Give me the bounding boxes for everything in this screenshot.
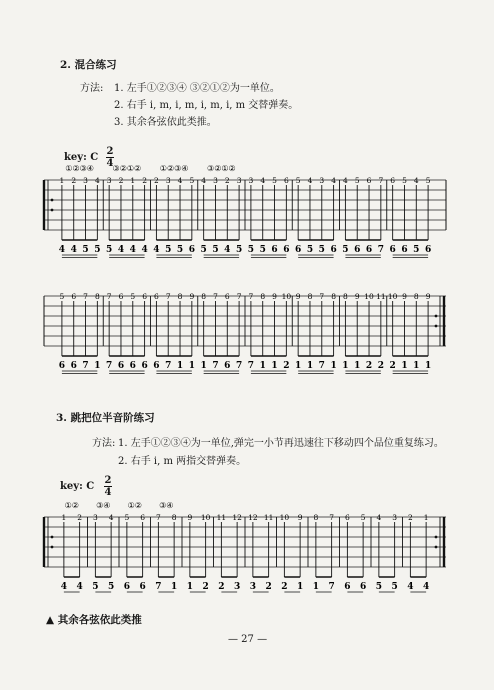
fingering-label: ③②①② — [207, 164, 236, 173]
jianpu-note: 1 — [188, 361, 195, 371]
jianpu-note: 1 — [424, 361, 432, 371]
fret-number: 9 — [425, 292, 431, 301]
jianpu-note: 2 — [377, 361, 384, 371]
jianpu-note: 6 — [153, 361, 160, 371]
fingering-label: ①② — [64, 501, 79, 510]
section3-method-label: 方法: — [92, 438, 116, 449]
jianpu-note: 1 — [295, 361, 302, 371]
jianpu-note: 5 — [342, 245, 349, 255]
jianpu-note: 4 — [70, 245, 77, 255]
jianpu-note: 6 — [139, 582, 146, 592]
fret-number: 7 — [165, 292, 171, 301]
section2-step-3: 3. 其余各弦依此类推。 — [114, 117, 217, 128]
jianpu-note: 1 — [312, 582, 320, 592]
fret-number: 6 — [283, 176, 289, 185]
jianpu-note: 5 — [247, 245, 255, 255]
jianpu-note: 4 — [76, 582, 83, 592]
fret-number: 2 — [71, 176, 77, 185]
fret-number: 5 — [295, 176, 301, 185]
fret-number: 7 — [248, 292, 254, 301]
page-number: — 27 — — [228, 634, 268, 645]
fret-number: 9 — [297, 513, 303, 522]
fret-number: 4 — [413, 176, 419, 185]
fret-number: 5 — [402, 176, 407, 185]
fret-number: 8 — [171, 513, 177, 522]
fret-number: 4 — [331, 176, 336, 185]
section2-title: 2. 混合练习 — [60, 59, 117, 71]
jianpu-note: 6 — [401, 245, 408, 255]
jianpu-note: 2 — [265, 582, 272, 592]
fret-number: 4 — [343, 176, 348, 185]
fret-number: 4 — [201, 176, 207, 185]
fret-number: 7 — [106, 292, 112, 301]
fret-number: 3 — [392, 513, 398, 522]
fret-number: 12 — [232, 513, 242, 522]
jianpu-note: 6 — [283, 245, 290, 255]
time-sig-bottom: 4 — [106, 158, 114, 169]
fret-number: 7 — [378, 176, 384, 185]
fret-number: 5 — [360, 513, 366, 522]
jianpu-note: 6 — [424, 245, 432, 255]
fret-number: 10 — [364, 292, 374, 301]
jianpu-note: 2 — [283, 361, 290, 371]
fret-number: 6 — [118, 292, 124, 301]
jianpu-note: 7 — [165, 361, 172, 371]
fret-number: 2 — [118, 176, 124, 185]
jianpu-note: 4 — [153, 245, 160, 255]
jianpu-note: 1 — [413, 361, 420, 371]
fret-number: 4 — [94, 176, 100, 185]
time-sig-top: 2 — [104, 475, 112, 486]
jianpu-note: 5 — [106, 245, 113, 255]
fret-number: 6 — [154, 292, 159, 301]
jianpu-note: 5 — [200, 245, 207, 255]
jianpu-note: 6 — [295, 245, 302, 255]
fret-number: 2 — [407, 513, 413, 522]
time-sig-top: 2 — [106, 146, 114, 157]
fret-number: 8 — [331, 292, 336, 301]
fret-number: 3 — [92, 513, 98, 522]
repeat-dot — [435, 536, 438, 539]
jianpu-note: 5 — [82, 245, 89, 255]
jianpu-note: 6 — [354, 245, 361, 255]
fret-number: 9 — [189, 292, 195, 301]
jianpu-note: 5 — [318, 245, 325, 255]
fret-number: 8 — [201, 292, 207, 301]
fret-number: 7 — [155, 513, 161, 522]
fret-number: 8 — [343, 292, 348, 301]
fret-number: 6 — [344, 513, 350, 522]
section3-title: 3. 跳把位半音阶练习 — [56, 412, 155, 424]
fingering-label: ③②①② — [112, 164, 142, 173]
jianpu-note: 4 — [129, 245, 136, 255]
jianpu-note: 3 — [233, 582, 241, 592]
jianpu-note: 7 — [328, 582, 335, 592]
fingering-label: ①②③④ — [159, 164, 189, 173]
jianpu-note: 5 — [176, 245, 184, 255]
fret-number: 3 — [248, 176, 254, 185]
jianpu-note: 6 — [129, 361, 136, 371]
jianpu-note: 5 — [391, 582, 398, 592]
fret-number: 2 — [77, 513, 83, 522]
fret-number: 3 — [165, 176, 171, 185]
jianpu-note: 5 — [107, 582, 115, 592]
jianpu-note: 6 — [344, 582, 351, 592]
fret-number: 5 — [59, 292, 65, 301]
jianpu-note: 1 — [401, 361, 408, 371]
jianpu-note: 7 — [377, 245, 384, 255]
jianpu-note: 5 — [165, 245, 172, 255]
fret-number: 6 — [71, 292, 77, 301]
fret-number: 8 — [313, 513, 319, 522]
fret-number: 5 — [130, 292, 136, 301]
jianpu-note: 5 — [413, 245, 420, 255]
fret-number: 1 — [423, 513, 429, 522]
repeat-dot — [435, 546, 438, 549]
jianpu-note: 5 — [92, 582, 99, 592]
fret-number: 1 — [130, 176, 136, 185]
fret-number: 3 — [106, 176, 112, 185]
fret-number: 5 — [189, 176, 195, 185]
jianpu-note: 1 — [271, 361, 278, 371]
jianpu-note: 2 — [218, 582, 225, 592]
section2-step-2: 2. 右手 i, m, i, m, i, m, i, m 交替弹奏。 — [114, 100, 299, 111]
jianpu-note: 2 — [389, 361, 396, 371]
fret-number: 10 — [387, 292, 398, 301]
jianpu-note: 5 — [375, 582, 383, 592]
jianpu-note: 4 — [117, 245, 125, 255]
repeat-dot — [51, 546, 54, 549]
fret-number: 6 — [366, 176, 372, 185]
fret-number: 2 — [142, 176, 147, 185]
jianpu-note: 6 — [389, 245, 396, 255]
fret-number: 8 — [177, 292, 183, 301]
jianpu-note: 3 — [249, 582, 257, 592]
jianpu-note: 6 — [271, 245, 278, 255]
jianpu-note: 1 — [170, 582, 178, 592]
fret-number: 8 — [413, 292, 419, 301]
jianpu-note: 1 — [354, 361, 361, 371]
section3-step-1: 1. 左手①②③④为一单位,弹完一小节再迅速往下移动四个品位重复练习。 — [118, 438, 444, 449]
repeat-dot — [51, 536, 54, 539]
jianpu-note: 5 — [94, 245, 101, 255]
section2-key-label: key: C — [64, 152, 99, 163]
footer-note: ▲ 其余各弦依此类推 — [46, 614, 142, 626]
jianpu-note: 6 — [365, 245, 373, 255]
fret-number: 8 — [260, 292, 266, 301]
jianpu-note: 1 — [176, 361, 184, 371]
fret-number: 3 — [83, 176, 88, 185]
fret-number: 11 — [376, 292, 386, 301]
jianpu-note: 5 — [212, 245, 219, 255]
fret-number: 3 — [319, 176, 325, 185]
jianpu-note: 1 — [186, 582, 194, 592]
fret-number: 2 — [154, 176, 159, 185]
fret-number: 1 — [59, 176, 65, 185]
jianpu-note: 6 — [188, 245, 195, 255]
jianpu-note: 1 — [330, 361, 337, 371]
fret-number: 4 — [108, 513, 114, 522]
fret-number: 5 — [272, 176, 277, 185]
jianpu-note: 4 — [60, 582, 68, 592]
fret-number: 7 — [213, 292, 218, 301]
section2-step-1: 1. 左手①②③④ ③②①②为一单位。 — [114, 83, 280, 94]
jianpu-note: 4 — [58, 245, 66, 255]
fret-number: 5 — [124, 513, 130, 522]
jianpu-note: 4 — [141, 245, 148, 255]
section3-step-2: 2. 右手 i, m 两指交替弹奏。 — [118, 456, 247, 467]
jianpu-note: 2 — [281, 582, 288, 592]
fingering-label: ③④ — [159, 501, 174, 510]
jianpu-note: 6 — [359, 582, 367, 592]
section2-method-label: 方法: — [80, 83, 104, 94]
jianpu-note: 5 — [259, 245, 266, 255]
jianpu-note: 4 — [407, 582, 414, 592]
fret-number: 7 — [329, 513, 335, 522]
fret-number: 9 — [187, 513, 193, 522]
jianpu-note: 1 — [259, 361, 266, 371]
fret-number: 6 — [390, 176, 396, 185]
fingering-label: ③④ — [96, 501, 111, 510]
jianpu-note: 5 — [235, 245, 243, 255]
jianpu-note: 2 — [365, 361, 373, 371]
jianpu-note: 6 — [330, 245, 337, 255]
fret-number: 6 — [140, 513, 146, 522]
fret-number: 6 — [224, 292, 230, 301]
jianpu-note: 6 — [117, 361, 125, 371]
jianpu-note: 7 — [106, 361, 113, 371]
fret-number: 9 — [354, 292, 360, 301]
fret-number: 10 — [200, 513, 211, 522]
jianpu-note: 7 — [82, 361, 89, 371]
fret-number: 4 — [177, 176, 183, 185]
jianpu-note: 4 — [422, 582, 430, 592]
fret-number: 9 — [402, 292, 407, 301]
jianpu-note: 6 — [58, 361, 66, 371]
fret-number: 12 — [248, 513, 258, 522]
fret-number: 2 — [224, 176, 230, 185]
jianpu-note: 7 — [235, 361, 243, 371]
section3-key-label: key: C — [60, 481, 95, 492]
fret-number: 9 — [295, 292, 301, 301]
fret-number: 4 — [307, 176, 313, 185]
jianpu-note: 1 — [296, 582, 304, 592]
jianpu-note: 1 — [342, 361, 349, 371]
fret-number: 8 — [94, 292, 100, 301]
jianpu-note: 6 — [70, 361, 77, 371]
fingering-label: ①② — [127, 501, 142, 510]
fret-number: 11 — [216, 513, 227, 522]
jianpu-note: 6 — [123, 582, 131, 592]
time-sig-bottom: 4 — [104, 487, 112, 498]
jianpu-note: 4 — [224, 245, 231, 255]
jianpu-note: 2 — [202, 582, 209, 592]
fret-number: 10 — [279, 513, 290, 522]
fret-number: 5 — [354, 176, 360, 185]
jianpu-note: 7 — [155, 582, 162, 592]
fret-number: 5 — [425, 176, 431, 185]
jianpu-note: 7 — [247, 361, 255, 371]
jianpu-note: 1 — [94, 361, 101, 371]
fret-number: 10 — [281, 292, 292, 301]
fret-number: 6 — [142, 292, 147, 301]
fret-number: 3 — [213, 176, 218, 185]
jianpu-note: 1 — [306, 361, 314, 371]
jianpu-note: 6 — [224, 361, 231, 371]
jianpu-note: 7 — [318, 361, 325, 371]
jianpu-note: 5 — [306, 245, 314, 255]
fret-number: 7 — [236, 292, 242, 301]
fret-number: 1 — [61, 513, 67, 522]
fret-number: 3 — [236, 176, 242, 185]
fret-number: 7 — [83, 292, 88, 301]
fret-number: 4 — [260, 176, 266, 185]
fret-number: 9 — [272, 292, 277, 301]
jianpu-note: 7 — [212, 361, 219, 371]
jianpu-note: 6 — [141, 361, 148, 371]
fret-number: 8 — [307, 292, 313, 301]
fret-number: 4 — [376, 513, 382, 522]
fret-number: 11 — [263, 513, 274, 522]
jianpu-note: 1 — [200, 361, 207, 371]
fingering-label: ①②③④ — [65, 164, 94, 173]
fret-number: 7 — [319, 292, 325, 301]
